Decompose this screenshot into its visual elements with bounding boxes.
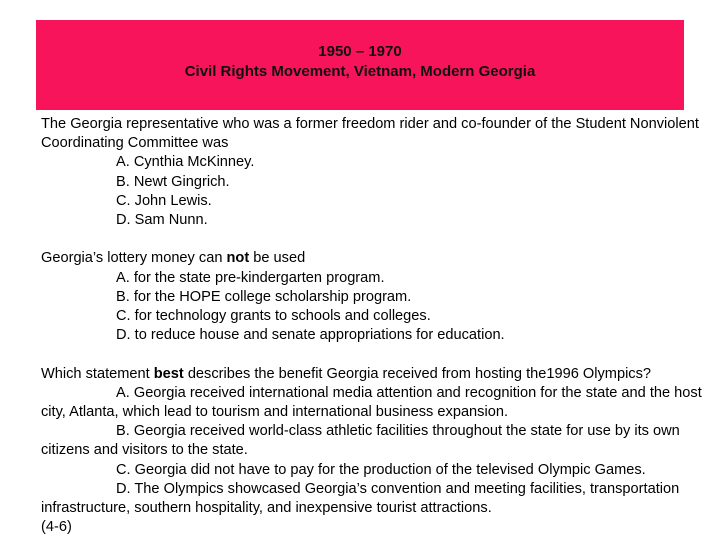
title-banner xyxy=(36,20,684,110)
questions-body xyxy=(41,115,720,537)
question-1 xyxy=(41,115,720,230)
question-1-option-d: D. Sam Nunn. xyxy=(116,212,208,229)
question-2-option-a: A. for the state pre-kindergarten program. xyxy=(116,269,385,286)
question-2-option-c: C. for technology grants to schools and colleges. xyxy=(116,308,431,325)
question-1-option-c: C. John Lewis. xyxy=(116,192,212,209)
question-2 xyxy=(41,249,720,345)
question-2-stem xyxy=(41,249,720,268)
question-1-option-a: A. Cynthia McKinney. xyxy=(116,154,255,171)
question-3-stem-end: describes the benefit Georgia received from hosting the1996 Olympics? xyxy=(183,365,652,382)
question-2-option-b: B. for the HOPE college scholarship program. xyxy=(116,288,412,305)
question-2-stem-start: Georgia’s lottery money can xyxy=(41,250,227,267)
question-2-option-d: D. to reduce house and senate appropriations for education. xyxy=(116,327,505,344)
question-3-stem-emphasis: best xyxy=(153,365,184,382)
question-3-option-a: A. Georgia received international media attention and recognition for the state and the host city, Atlanta, which lead to tourism and international business expansion. xyxy=(41,384,702,421)
question-3-option-c: C. Georgia did not have to pay for the production of the televised Olympic Games. xyxy=(116,461,646,478)
question-3-stem-start: Which statement xyxy=(41,365,154,382)
question-3-standard-code: (4-6) xyxy=(41,519,72,536)
question-3-option-d: D. The Olympics showcased Georgia’s convention and meeting facilities, transportation infrastructure, southern hospitality, and inexpensive tourist attractions. xyxy=(41,480,680,517)
slide-title-topic: Civil Rights Movement, Vietnam, Modern Georgia xyxy=(184,63,536,80)
question-2-stem-emphasis: not xyxy=(226,250,250,267)
question-3 xyxy=(41,365,720,538)
question-2-stem-end: be used xyxy=(249,250,306,267)
question-3-option-b: B. Georgia received world-class athletic facilities throughout the state for use by its own citizens and visitors to the state. xyxy=(41,423,680,459)
question-1-option-b: B. Newt Gingrich. xyxy=(116,173,230,190)
question-1-stem: The Georgia representative who was a former freedom rider and co-founder of the Student Nonviolent Coordinating Committee was xyxy=(41,116,699,152)
slide-title-years: 1950 – 1970 xyxy=(318,43,402,60)
question-3-stem xyxy=(41,365,720,384)
